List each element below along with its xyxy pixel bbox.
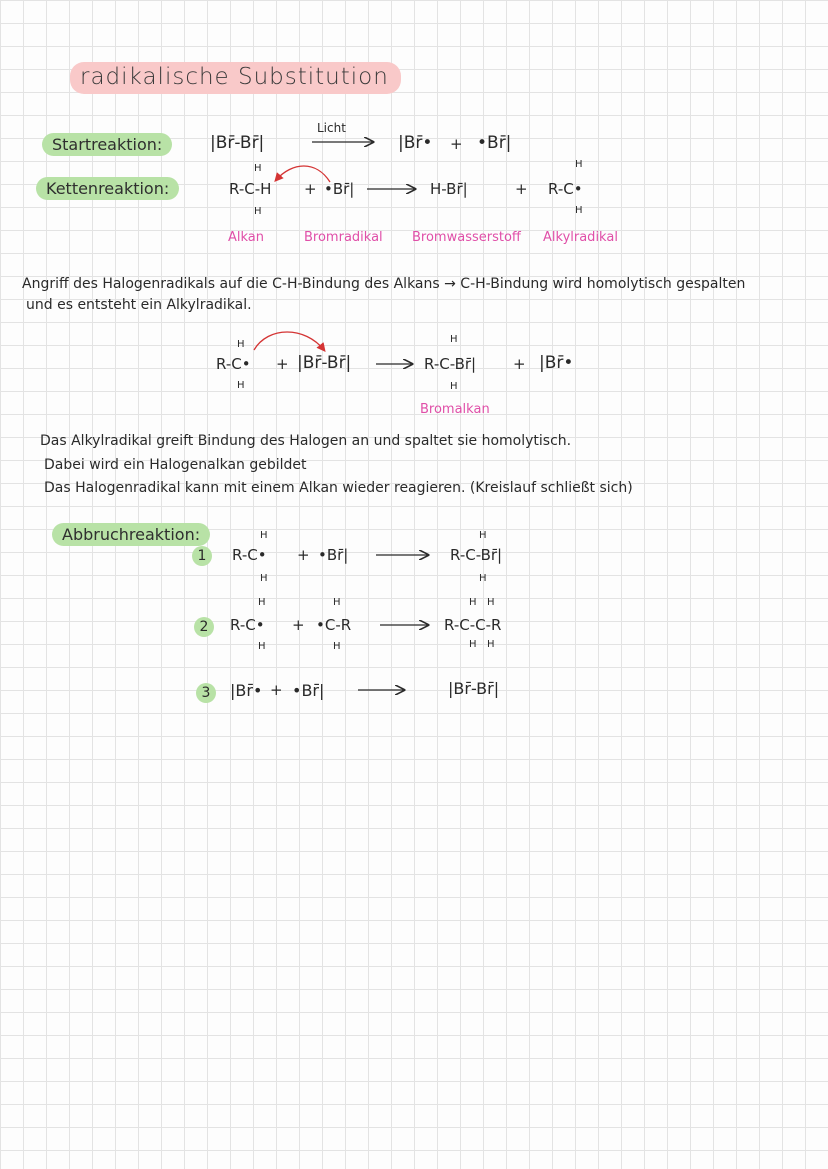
reaction2-bromine: |Br̄-Br̄| [297,353,352,373]
chain-alkane-h-bottom: H [254,206,262,217]
page-title: radikalische Substitution [70,62,401,94]
termination-row-2-product: R-C-C-R [444,616,502,634]
termination-row-1-h-bottom: H [260,573,268,584]
explanation-1-line-2: und es entsteht ein Alkylradikal. [26,297,252,313]
start-condition: Licht [317,121,346,135]
reaction2-plus-2: + [513,355,526,373]
chain-curved-arrow [276,166,330,182]
explanation-2-line-3: Das Halogenradikal kann mit einem Alkan wieder reagieren. (Kreislauf schließt sich) [44,480,633,496]
termination-row-1-product-h-top: H [479,530,487,541]
termination-row-3-product: |Br̄-Br̄| [448,679,500,698]
chain-product-2-h-bottom: H [575,205,583,216]
start-reactant: |Br̄-Br̄| [210,133,265,153]
start-product-1: |Br̄• [398,133,433,153]
reaction2-product-h-top: H [450,334,458,345]
reaction2-product-h-bottom: H [450,381,458,392]
termination-label: Abbruchreaktion: [52,523,210,546]
start-reaction-label: Startreaktion: [42,133,172,156]
termination-row-1-h-top: H [260,530,268,541]
termination-row-3-right: •Br̄| [292,681,325,700]
chain-alkane: R-C-H [229,180,272,198]
chain-product-1: H-Br̄| [430,180,468,198]
termination-row-1-product: R-C-Br̄| [450,546,503,564]
reaction2-radical: |Br̄• [539,353,574,373]
termination-row-1-badge: 1 [192,546,212,566]
start-plus: + [450,135,463,153]
chain-plus-2: + [515,180,528,198]
reaction2-curved-arrow [254,332,324,350]
chain-radical: •Br̄| [324,180,355,198]
termination-row-1-left: R-C• [232,546,267,564]
label-hydrogen-bromide: Bromwasserstoff [412,230,521,245]
explanation-2-line-2: Dabei wird ein Halogenalkan gebildet [44,457,307,473]
label-bromine-radical: Bromradikal [304,230,383,245]
start-product-2: •Br̄| [477,133,512,153]
label-alkyl-radical: Alkylradikal [543,230,618,245]
termination-row-1-product-h-bottom: H [479,573,487,584]
termination-row-2-product-h-bottom-2: H [487,639,495,650]
termination-row-3-left: |Br̄• [230,681,263,700]
reaction2-alkyl: R-C• [216,355,251,373]
termination-row-2-right-h-bottom: H [333,641,341,652]
reaction2-alkyl-h-bottom: H [237,380,245,391]
termination-row-2-left: R-C• [230,616,265,634]
termination-row-3-badge: 3 [196,683,216,703]
termination-row-2-plus: + [292,616,305,634]
chain-reaction-label: Kettenreaktion: [36,177,179,200]
termination-row-3-plus: + [270,681,283,699]
termination-row-2-product-h-bottom-1: H [469,639,477,650]
label-alkane: Alkan [228,230,265,245]
termination-row-2-h-bottom: H [258,641,266,652]
termination-row-1-right: •Br̄| [318,546,349,564]
reaction2-plus-1: + [276,355,289,373]
chain-product-2: R-C• [548,180,583,198]
reaction2-product: R-C-Br̄| [424,355,477,373]
termination-row-2-right-h-top: H [333,597,341,608]
termination-row-2-badge: 2 [194,617,214,637]
termination-row-2-right: •C-R [316,616,352,634]
explanation-2-line-1: Das Alkylradikal greift Bindung des Halogen an und spaltet sie homolytisch. [40,433,572,449]
termination-row-2-product-h-top-1: H [469,597,477,608]
label-bromoalkane: Bromalkan [420,402,490,417]
chain-alkane-h-top: H [254,163,262,174]
chain-product-2-h-top: H [575,159,583,170]
termination-row-1-plus: + [297,546,310,564]
explanation-1-line-1: Angriff des Halogenradikals auf die C-H-Bindung des Alkans → C-H-Bindung wird homolytisch gespalten [22,276,746,292]
termination-row-2-product-h-top-2: H [487,597,495,608]
termination-row-2-h-top: H [258,597,266,608]
chain-plus-1: + [304,180,317,198]
reaction2-alkyl-h-top: H [237,339,245,350]
